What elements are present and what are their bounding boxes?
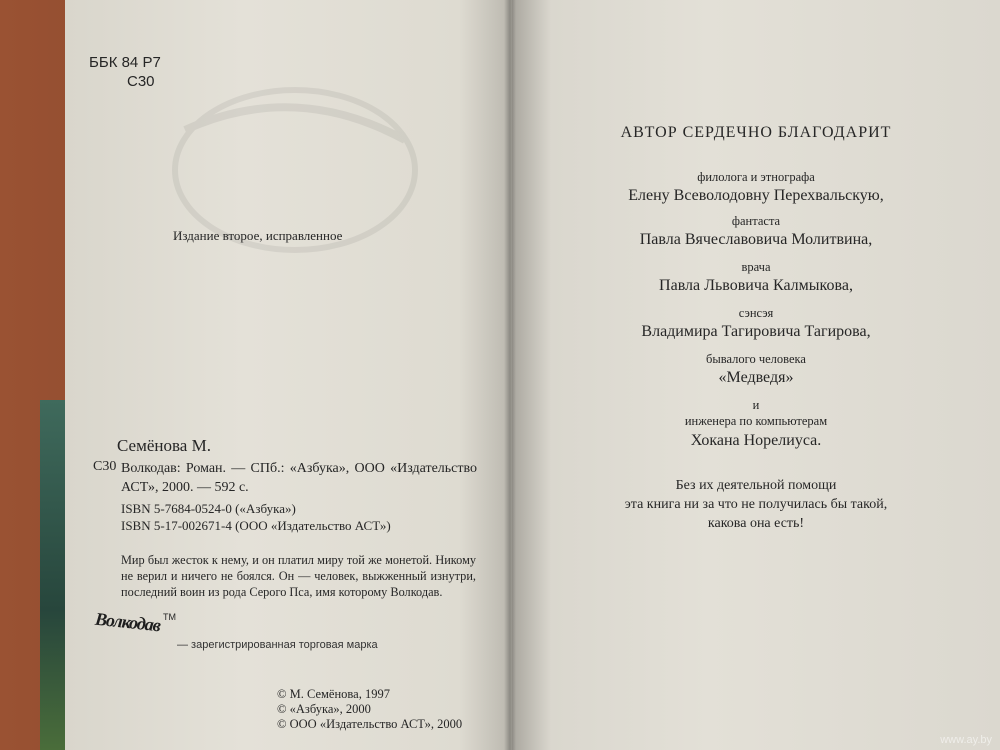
entry-name: «Медведя» bbox=[718, 369, 794, 386]
bibliographic-entry: Волкодав: Роман. — СПб.: «Азбука», ООО «Издательство АСТ», 2000. — 592 с. bbox=[121, 461, 477, 495]
copyright-line: © М. Семёнова, 1997 bbox=[277, 687, 390, 701]
copyright-line: © ООО «Издательство АСТ», 2000 bbox=[277, 717, 463, 731]
bbk-index: ББК 84 Р7 bbox=[89, 54, 161, 71]
entry-name: Елену Всеволодовну Перехвальскую, bbox=[628, 187, 884, 204]
watermark: www.ay.by bbox=[940, 734, 992, 746]
entry-name: Павла Львовича Калмыкова, bbox=[659, 277, 853, 294]
entry-name: Владимира Тагировича Тагирова, bbox=[641, 323, 871, 340]
left-page bbox=[65, 0, 513, 750]
isbn-block bbox=[121, 500, 391, 534]
closing-line: эта книга ни за что не получилась бы такой, bbox=[624, 497, 888, 512]
closing-line: Без их деятельной помощи bbox=[675, 478, 837, 493]
entry-name: Павла Вячеславовича Молитвина, bbox=[639, 231, 873, 248]
annotation: Мир был жесток к нему, и он платил миру той же монетой. Никому не верил и ничего не боялся. Он — человек, выжженный изнутри, последний воин из рода Серого Пса, имя которому Волкодав. bbox=[121, 553, 476, 599]
book-gutter bbox=[504, 0, 516, 750]
author-name: Семёнова М. bbox=[117, 436, 211, 455]
entry-role: филолога и этнографа bbox=[697, 170, 815, 184]
volkodav-logo: Волкодав bbox=[94, 608, 161, 636]
edition-note: Издание второе, исправленное bbox=[173, 228, 343, 243]
author-mark-code: С30 bbox=[127, 73, 155, 90]
entry-role: и bbox=[752, 398, 760, 412]
trademark-symbol: TM bbox=[163, 612, 176, 622]
copyright-line: © «Азбука», 2000 bbox=[277, 702, 371, 716]
entry-role: фантаста bbox=[731, 214, 781, 228]
entry-role: бывалого человека bbox=[706, 352, 806, 366]
isbn-line: ISBN 5-7684-0524-0 («Азбука») bbox=[121, 501, 296, 516]
bib-code: С30 bbox=[93, 459, 117, 474]
closing-line: какова она есть! bbox=[707, 516, 805, 531]
right-page bbox=[512, 0, 1000, 750]
isbn-line: ISBN 5-17-002671-4 (ООО «Издательство АСТ») bbox=[121, 518, 391, 533]
trademark-note: — зарегистрированная торговая марка bbox=[177, 639, 378, 651]
acknowledgement-heading: АВТОР СЕРДЕЧНО БЛАГОДАРИТ bbox=[620, 124, 892, 141]
entry-role: инженера по компьютерам bbox=[684, 414, 828, 428]
show-through-illustration bbox=[125, 70, 465, 280]
entry-name: Хокана Норелиуса. bbox=[690, 432, 822, 449]
bbk-block bbox=[89, 53, 161, 91]
copyright-block bbox=[277, 687, 462, 732]
entry-role: сэнсэя bbox=[738, 306, 774, 320]
entry-role: врача bbox=[741, 260, 771, 274]
